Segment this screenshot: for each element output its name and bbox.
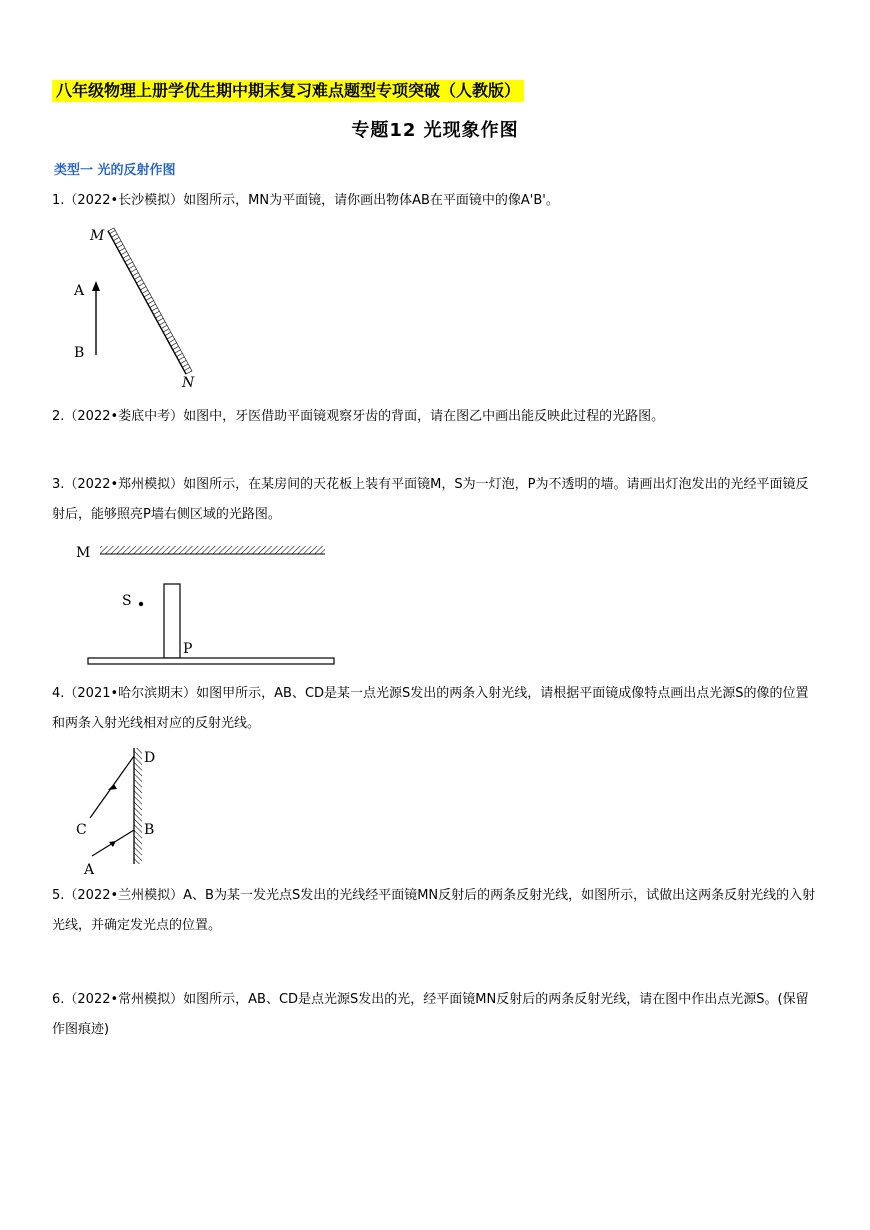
label-m: M <box>76 545 91 561</box>
ceiling-mirror <box>100 546 325 554</box>
floor <box>88 658 334 664</box>
label-b: B <box>144 822 155 838</box>
figure-4-rays <box>70 744 170 880</box>
label-c: C <box>76 822 87 838</box>
mirror <box>134 748 142 864</box>
mirror-mn <box>108 228 192 374</box>
label-a: A <box>84 862 95 878</box>
question-2: 2.（2022•娄底中考）如图中，牙医借助平面镜观察牙齿的背面，请在图乙中画出能反映此过程的光路图。 <box>52 409 665 424</box>
page-title: 专题12 光现象作图 <box>351 120 519 141</box>
label-b: B <box>74 345 85 361</box>
arrow-head <box>92 281 100 291</box>
label-a: A <box>74 283 85 299</box>
question-5: 5.（2022•兰州模拟）A、B为某一发光点S发出的光线经平面镜MN反射后的两条反射光线，如图所示，试做出这两条反射光线的入射光线，并确定发光点的位置。 <box>52 888 816 933</box>
question-3: 3.（2022•郑州模拟）如图所示，在某房间的天花板上装有平面镜M，S为一灯泡，P为不透明的墙。请画出灯泡发出的光经平面镜反射后，能够照亮P墙右侧区域的光路图。 <box>52 477 809 522</box>
question-6: 6.（2022•常州模拟）如图所示，AB、CD是点光源S发出的光，经平面镜MN反射后的两条反射光线，请在图中作出点光源S。(保留作图痕迹) <box>52 992 809 1037</box>
figure-3-room <box>70 538 350 670</box>
label-n: N <box>182 375 195 390</box>
question-4: 4.（2021•哈尔滨期末）如图甲所示，AB、CD是某一点光源S发出的两条入射光线，请根据平面镜成像特点画出点光源S的像的位置和两条入射光线相对应的反射光线。 <box>52 686 809 731</box>
wall-p <box>164 584 180 658</box>
question-1: 1.（2022•长沙模拟）如图所示，MN为平面镜，请你画出物体AB在平面镜中的像A'B'。 <box>52 193 559 208</box>
label-s: S <box>122 593 132 609</box>
arrow-ab <box>109 841 116 847</box>
series-banner: 八年级物理上册学优生期中期末复习难点题型专项突破（人教版） <box>52 80 524 102</box>
figure-1-plane-mirror <box>60 225 220 390</box>
label-d: D <box>144 750 156 766</box>
arrow-cd <box>108 784 117 790</box>
label-p: P <box>183 641 193 657</box>
section-heading: 类型一 光的反射作图 <box>54 163 176 178</box>
label-m: M <box>90 228 105 244</box>
light-bulb-s <box>139 602 143 606</box>
